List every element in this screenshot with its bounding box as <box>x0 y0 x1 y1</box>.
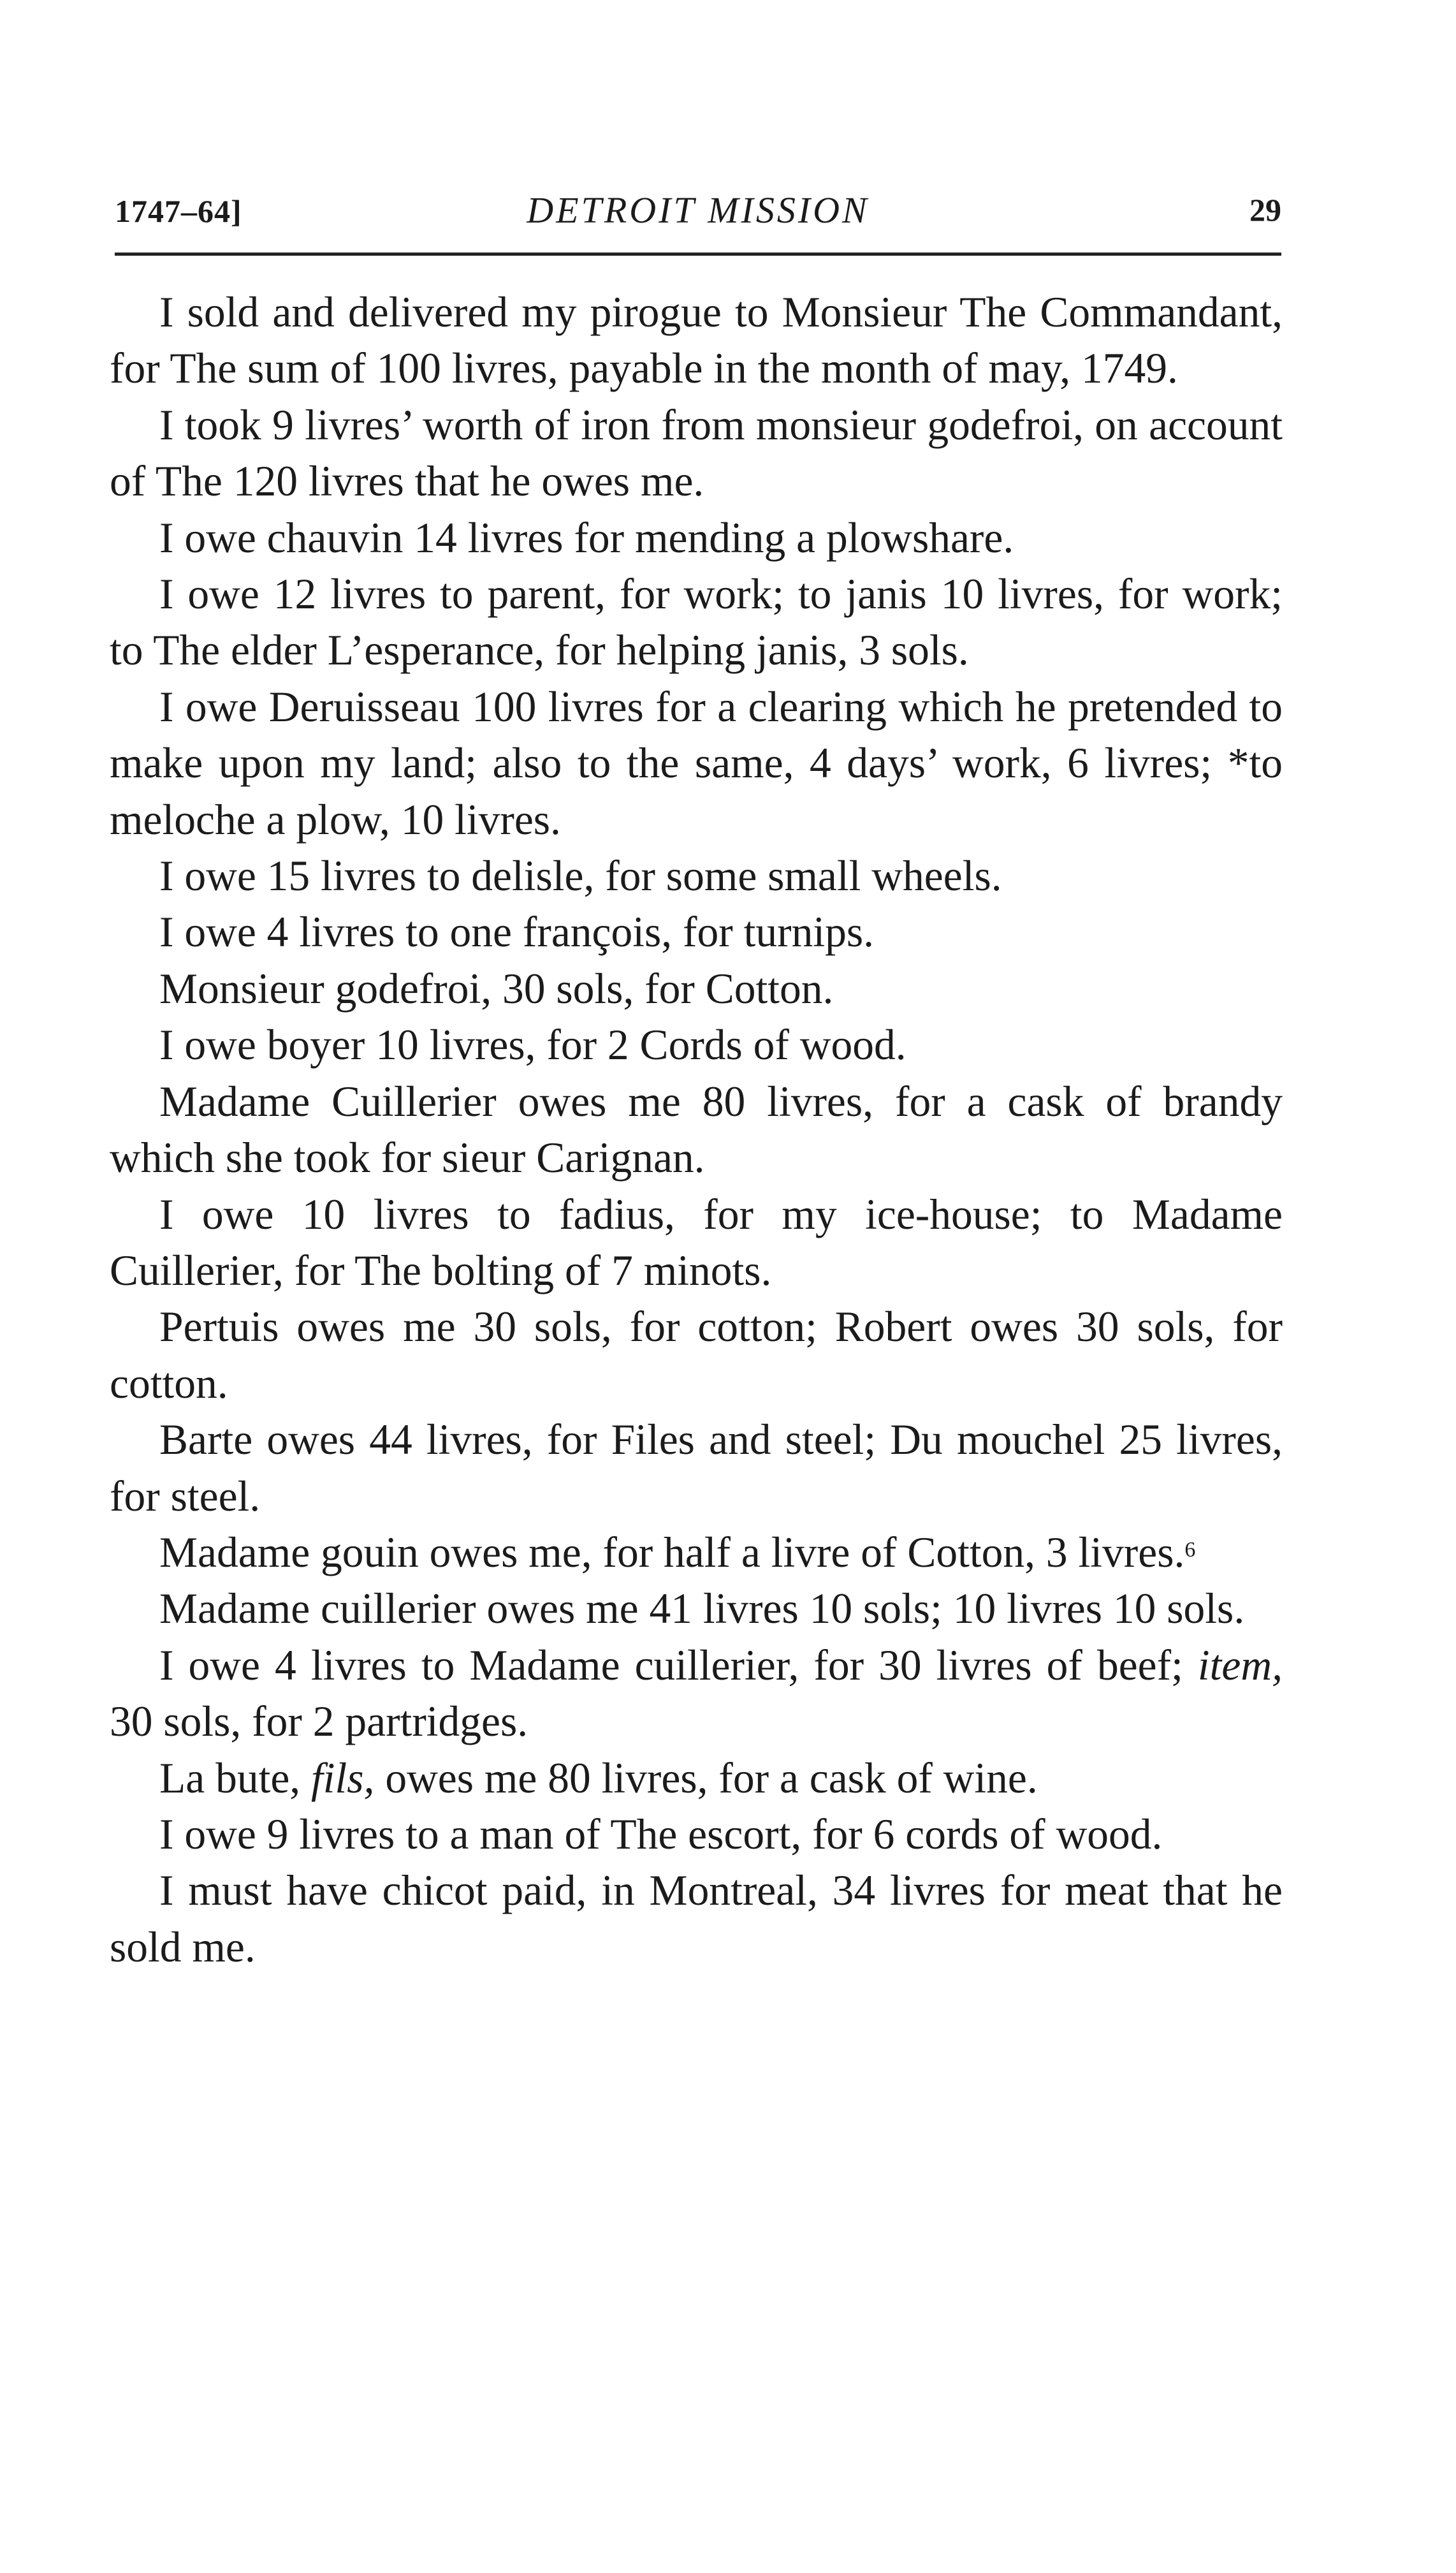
paragraph-deruisseau: I owe Deruisseau 100 livres for a clearing which he pretended to make upon my land; also to the same, 4 days’ work, 6 livres; *to meloche a plow, 10 livres. <box>110 682 1283 844</box>
paragraph-chauvin: I owe chauvin 14 livres for mending a plowshare. <box>159 513 1014 562</box>
gouin-text: Madame gouin owes me, for half a livre of Cotton, 3 livres. <box>159 1528 1185 1576</box>
paragraph-chicot: I must have chicot paid, in Montreal, 34 livres for meat that he sold me. <box>110 1866 1283 1971</box>
footnote-ref: 6 <box>1184 1537 1196 1562</box>
paragraph-fadius: I owe 10 livres to fadius, for my ice-house; to Madame Cuillerier, for The bolting of 7 minots. <box>110 1190 1283 1294</box>
paragraph-escort: I owe 9 livres to a man of The escort, for 6 cords of wood. <box>159 1810 1163 1858</box>
paragraph-delisle: I owe 15 livres to delisle, for some small wheels. <box>159 852 1002 900</box>
labute-text-pre: La bute, <box>159 1754 312 1802</box>
paragraph-boyer: I owe boyer 10 livres, for 2 Cords of wood. <box>159 1021 906 1069</box>
paragraph-labute <box>110 1750 1283 1807</box>
paragraph-gouin <box>110 1525 1283 1581</box>
fils-italic: fils, <box>311 1754 375 1802</box>
beef-text-pre: I owe 4 livres to Madame cuillerier, for 30 livres of beef; <box>159 1641 1198 1689</box>
paragraph-cuillerier-41: Madame cuillerier owes me 41 livres 10 sols; 10 livres 10 sols. <box>159 1585 1245 1633</box>
beef-text-post: 30 sols, for 2 partridges. <box>110 1697 528 1746</box>
page-body <box>110 284 1283 1976</box>
paragraph-parent-janis: I owe 12 livres to parent, for work; to janis 10 livres, for work; to The elder L’esperance, for helping janis, 3 sols. <box>110 570 1283 675</box>
paragraph-cuillerier-brandy: Madame Cuillerier owes me 80 livres, for a cask of brandy which she took for sieur Carignan. <box>110 1077 1283 1182</box>
header-title: DETROIT MISSION <box>527 189 870 231</box>
paragraph-barte: Barte owes 44 livres, for Files and steel; Du mouchel 25 livres, for steel. <box>110 1416 1283 1520</box>
paragraph-godefroi-iron: I took 9 livres’ worth of iron from monsieur godefroi, on account of The 120 livres that he owes me. <box>110 400 1283 506</box>
header-date-range: 1747–64] <box>115 193 242 229</box>
page-number: 29 <box>1249 192 1281 228</box>
paragraph-godefroi-cotton: Monsieur godefroi, 30 sols, for Cotton. <box>159 964 834 1013</box>
item-italic: item, <box>1197 1641 1283 1689</box>
paragraph-francois: I owe 4 livres to one françois, for turnips. <box>159 908 874 957</box>
paragraph-pertuis: Pertuis owes me 30 sols, for cotton; Robert owes 30 sols, for cotton. <box>110 1303 1283 1407</box>
labute-text-post: owes me 80 livres, for a cask of wine. <box>374 1754 1038 1802</box>
paragraph-pirogue: I sold and delivered my pirogue to Monsieur The Commandant, for The sum of 100 livres, payable in the month of may, 1749. <box>110 288 1283 393</box>
header-rule <box>115 253 1281 256</box>
running-header <box>115 189 1281 246</box>
paragraph-beef <box>110 1638 1283 1750</box>
